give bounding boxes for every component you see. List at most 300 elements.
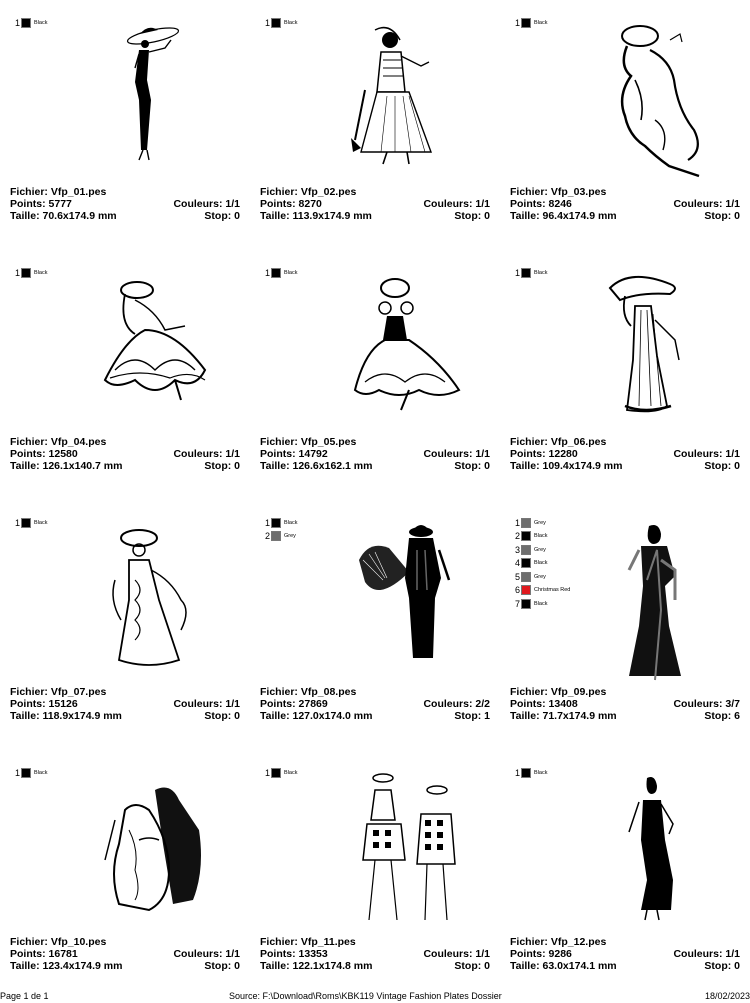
stop-count-value: 0 (484, 460, 490, 472)
thread-color-box (521, 531, 531, 541)
info-row (260, 448, 490, 460)
thread-number: 3 (514, 544, 520, 555)
stitch-count-value: 27869 (298, 698, 328, 710)
design-size-value: 126.6x162.1 mm (292, 460, 373, 472)
stop-count-value: 0 (234, 710, 240, 722)
thread-number: 1 (14, 17, 20, 28)
design-size-label: Taille: (10, 210, 40, 222)
design-size-value: 96.4x174.9 mm (542, 210, 617, 222)
info-row (10, 698, 240, 710)
info-row (10, 710, 240, 722)
color-count-value: 1/1 (225, 448, 240, 460)
color-count-label: Couleurs: (173, 448, 223, 460)
file-name (10, 686, 106, 698)
info-row (260, 198, 490, 210)
design-size-value: 113.9x174.9 mm (292, 210, 372, 222)
file-name-label: Fichier: (510, 936, 548, 948)
thread-swatch (14, 266, 47, 280)
info-row (510, 448, 740, 460)
stitch-count-label: Points: (260, 698, 296, 710)
stitch-count-label: Points: (260, 198, 296, 210)
file-name-value: Vfp_10.pes (50, 936, 107, 948)
file-name-label: Fichier: (510, 686, 548, 698)
thread-number: 1 (514, 767, 520, 778)
thread-swatch (514, 16, 547, 30)
design-size-label: Taille: (510, 210, 540, 222)
design-size-value: 118.9x174.9 mm (42, 710, 122, 722)
stitch-count-label: Points: (10, 448, 46, 460)
design-size-label: Taille: (510, 460, 540, 472)
stop-count (454, 210, 490, 222)
design-size (10, 960, 122, 972)
thread-number: 5 (514, 571, 520, 582)
thread-color-box (521, 585, 531, 595)
thread-name: Black (284, 769, 298, 776)
color-count-label: Couleurs: (173, 948, 223, 960)
thread-color-box (271, 18, 281, 28)
stitch-count-label: Points: (10, 948, 46, 960)
color-count-value: 2/2 (475, 698, 490, 710)
thread-swatch (514, 557, 570, 571)
color-count-value: 1/1 (475, 948, 490, 960)
thread-swatch (14, 766, 47, 780)
file-name-label: Fichier: (260, 436, 298, 448)
thread-swatch (264, 766, 297, 780)
color-count-value: 3/7 (725, 698, 740, 710)
stop-count-label: Stop: (704, 960, 732, 972)
thread-swatch (514, 597, 570, 611)
info-row (510, 698, 740, 710)
thread-number: 1 (264, 267, 270, 278)
thread-name: Black (34, 769, 48, 776)
design-info (260, 436, 490, 472)
info-row (510, 198, 740, 210)
thread-color-box (521, 18, 531, 28)
thread-color-box (21, 768, 31, 778)
design-cell (500, 0, 750, 250)
stitch-count-label: Points: (260, 948, 296, 960)
embroidery-preview (345, 520, 475, 682)
design-size-label: Taille: (510, 710, 540, 722)
design-cell (500, 250, 750, 500)
design-info (510, 186, 740, 222)
thread-swatch (514, 766, 547, 780)
stitch-count-value: 8246 (548, 198, 572, 210)
stop-count (204, 710, 240, 722)
stitch-count-label: Points: (510, 948, 546, 960)
stop-count-value: 0 (734, 460, 740, 472)
design-size (260, 710, 372, 722)
design-info (260, 186, 490, 222)
design-cell (500, 750, 750, 1000)
stitch-count-label: Points: (10, 698, 46, 710)
design-size-label: Taille: (260, 460, 290, 472)
embroidery-preview (345, 270, 475, 432)
design-size-label: Taille: (510, 960, 540, 972)
thread-name: Black (534, 269, 548, 276)
thread-swatch (14, 16, 47, 30)
color-count-label: Couleurs: (673, 698, 723, 710)
thread-color-box (521, 268, 531, 278)
thread-name: Grey (534, 519, 546, 526)
stitch-count-value: 12580 (48, 448, 78, 460)
design-size-value: 122.1x174.8 mm (292, 960, 373, 972)
stop-count-value: 0 (734, 210, 740, 222)
info-row (10, 186, 240, 198)
stop-count-label: Stop: (704, 460, 732, 472)
color-count (173, 448, 240, 460)
design-size (510, 460, 622, 472)
stitch-count-value: 13408 (548, 698, 578, 710)
design-size (10, 710, 122, 722)
design-cell (500, 500, 750, 750)
design-size (260, 460, 372, 472)
stitch-count (10, 448, 78, 460)
file-name-label: Fichier: (10, 186, 48, 198)
stitch-count-value: 9286 (548, 948, 572, 960)
color-count-label: Couleurs: (173, 698, 223, 710)
stop-count-value: 0 (734, 960, 740, 972)
design-info (510, 686, 740, 722)
stop-count-value: 0 (484, 210, 490, 222)
stop-count (454, 460, 490, 472)
color-count (423, 948, 490, 960)
thread-name: Black (534, 560, 548, 567)
thread-color-box (521, 545, 531, 555)
source-path: Source: F:\Download\Roms\KBK119 Vintage Fashion Plates Dossier (229, 991, 502, 1001)
color-count (673, 198, 740, 210)
design-size-label: Taille: (10, 710, 40, 722)
stop-count (204, 210, 240, 222)
file-name-value: Vfp_11.pes (300, 936, 356, 948)
thread-number: 2 (264, 531, 270, 542)
stitch-count (260, 448, 328, 460)
file-name (510, 186, 606, 198)
stitch-count (510, 448, 578, 460)
info-row (10, 198, 240, 210)
embroidery-preview (95, 20, 225, 182)
thread-swatch (14, 516, 47, 530)
design-size-value: 126.1x140.7 mm (42, 460, 123, 472)
thread-palette (14, 516, 47, 530)
thread-number: 1 (14, 517, 20, 528)
color-count-label: Couleurs: (423, 948, 473, 960)
stop-count-label: Stop: (204, 460, 232, 472)
stop-count (454, 960, 490, 972)
thread-name: Black (534, 600, 548, 607)
info-row (510, 436, 740, 448)
file-name (10, 436, 106, 448)
thread-color-box (521, 518, 531, 528)
info-row (260, 436, 490, 448)
stop-count (204, 460, 240, 472)
stitch-count (510, 948, 572, 960)
file-name (260, 936, 356, 948)
thread-number: 1 (264, 517, 270, 528)
design-info (510, 436, 740, 472)
design-info (510, 936, 740, 972)
design-size (510, 710, 617, 722)
thread-name: Black (284, 19, 298, 26)
file-name (260, 186, 356, 198)
info-row (260, 960, 490, 972)
thread-swatch (264, 530, 297, 544)
stop-count-label: Stop: (204, 710, 232, 722)
design-size-label: Taille: (260, 960, 290, 972)
stop-count (704, 960, 740, 972)
color-count-label: Couleurs: (423, 198, 473, 210)
file-name-label: Fichier: (10, 686, 48, 698)
info-row (260, 948, 490, 960)
thread-color-box (21, 268, 31, 278)
thread-color-box (271, 531, 281, 541)
file-name-value: Vfp_08.pes (300, 686, 357, 698)
color-count (673, 698, 740, 710)
design-size-label: Taille: (10, 460, 40, 472)
stop-count (704, 460, 740, 472)
stop-count (704, 710, 740, 722)
embroidery-preview (595, 770, 725, 932)
thread-color-box (271, 268, 281, 278)
design-cell (0, 500, 250, 750)
design-size (10, 210, 117, 222)
info-row (510, 186, 740, 198)
embroidery-preview (95, 770, 225, 932)
info-row (260, 710, 490, 722)
info-row (10, 460, 240, 472)
file-name-value: Vfp_01.pes (50, 186, 107, 198)
color-count-value: 1/1 (725, 448, 740, 460)
info-row (10, 436, 240, 448)
stitch-count (260, 698, 328, 710)
stitch-count-label: Points: (10, 198, 46, 210)
design-cell (0, 250, 250, 500)
info-row (260, 686, 490, 698)
info-row (10, 948, 240, 960)
thread-swatch (514, 543, 570, 557)
thread-name: Christmas Red (534, 587, 571, 594)
design-info (10, 436, 240, 472)
thread-swatch (264, 266, 297, 280)
file-name-value: Vfp_04.pes (50, 436, 107, 448)
design-info (10, 186, 240, 222)
thread-palette (264, 766, 297, 780)
stop-count-value: 0 (234, 460, 240, 472)
thread-name: Black (34, 19, 48, 26)
thread-palette (14, 16, 47, 30)
stop-count-value: 0 (234, 210, 240, 222)
thread-number: 2 (514, 531, 520, 542)
file-name (10, 186, 106, 198)
thread-name: Black (534, 769, 548, 776)
color-count-value: 1/1 (225, 198, 240, 210)
thread-palette (264, 266, 297, 280)
file-name-value: Vfp_06.pes (550, 436, 607, 448)
thread-color-box (521, 558, 531, 568)
color-count (173, 948, 240, 960)
color-count (173, 698, 240, 710)
stop-count (454, 710, 490, 722)
color-count-value: 1/1 (225, 698, 240, 710)
file-name-label: Fichier: (10, 936, 48, 948)
file-name-label: Fichier: (260, 936, 298, 948)
thread-swatch (514, 570, 570, 584)
stitch-count-value: 5777 (48, 198, 72, 210)
stop-count-label: Stop: (204, 960, 232, 972)
file-name-value: Vfp_07.pes (50, 686, 107, 698)
stitch-count-value: 16781 (48, 948, 78, 960)
file-name-value: Vfp_02.pes (300, 186, 357, 198)
thread-name: Grey (534, 546, 546, 553)
file-name (510, 936, 606, 948)
design-info (10, 936, 240, 972)
color-count-value: 1/1 (725, 948, 740, 960)
thread-color-box (21, 18, 31, 28)
stop-count-label: Stop: (454, 460, 482, 472)
file-name-label: Fichier: (260, 186, 298, 198)
color-count-value: 1/1 (225, 948, 240, 960)
design-size-label: Taille: (260, 710, 290, 722)
design-size (510, 960, 617, 972)
embroidery-preview (345, 770, 475, 932)
stop-count (704, 210, 740, 222)
design-cell (250, 250, 500, 500)
design-size-value: 63.0x174.1 mm (542, 960, 617, 972)
thread-swatch (514, 516, 570, 530)
file-name (260, 686, 356, 698)
thread-palette (14, 266, 47, 280)
stop-count-value: 0 (234, 960, 240, 972)
stitch-count (10, 698, 78, 710)
color-count-label: Couleurs: (673, 448, 723, 460)
design-size-value: 71.7x174.9 mm (542, 710, 617, 722)
thread-name: Black (34, 519, 48, 526)
thread-palette (14, 766, 47, 780)
info-row (10, 686, 240, 698)
stop-count-label: Stop: (454, 710, 482, 722)
file-name-value: Vfp_05.pes (300, 436, 357, 448)
design-size-value: 127.0x174.0 mm (292, 710, 373, 722)
thread-number: 1 (514, 17, 520, 28)
stitch-count-value: 13353 (298, 948, 328, 960)
info-row (510, 686, 740, 698)
color-count-label: Couleurs: (673, 948, 723, 960)
design-size-value: 109.4x174.9 mm (542, 460, 623, 472)
page-footer (0, 988, 750, 1003)
embroidery-preview (95, 270, 225, 432)
stitch-count-label: Points: (510, 198, 546, 210)
color-count (173, 198, 240, 210)
thread-number: 1 (514, 517, 520, 528)
thread-name: Black (534, 533, 548, 540)
embroidery-preview (595, 20, 725, 182)
stitch-count-value: 14792 (298, 448, 328, 460)
embroidery-preview (595, 520, 725, 682)
thread-number: 6 (514, 585, 520, 596)
stop-count-value: 6 (734, 710, 740, 722)
file-name (10, 936, 106, 948)
stop-count-label: Stop: (454, 960, 482, 972)
info-row (510, 936, 740, 948)
file-name-label: Fichier: (10, 436, 48, 448)
design-size-label: Taille: (260, 210, 290, 222)
color-count-value: 1/1 (725, 198, 740, 210)
color-count (673, 948, 740, 960)
thread-palette (514, 266, 547, 280)
stitch-count-value: 8270 (298, 198, 322, 210)
color-count (423, 198, 490, 210)
thread-color-box (521, 572, 531, 582)
design-size (510, 210, 617, 222)
thread-number: 7 (514, 598, 520, 609)
file-name-value: Vfp_12.pes (550, 936, 607, 948)
thread-palette (264, 16, 297, 30)
stop-count-label: Stop: (704, 210, 732, 222)
thread-color-box (521, 768, 531, 778)
color-count (423, 448, 490, 460)
thread-number: 1 (514, 267, 520, 278)
info-row (260, 186, 490, 198)
thread-palette (514, 516, 570, 611)
stitch-count-value: 12280 (548, 448, 578, 460)
color-count-label: Couleurs: (673, 198, 723, 210)
info-row (510, 948, 740, 960)
thread-number: 1 (264, 767, 270, 778)
file-name (510, 436, 606, 448)
stop-count-label: Stop: (704, 710, 732, 722)
file-name (260, 436, 356, 448)
embroidery-preview (595, 270, 725, 432)
thread-swatch (514, 584, 570, 598)
page-number: Page 1 de 1 (0, 991, 49, 1001)
info-row (260, 698, 490, 710)
thread-number: 4 (514, 558, 520, 569)
design-cell (250, 500, 500, 750)
design-cell (250, 750, 500, 1000)
info-row (510, 710, 740, 722)
stop-count-label: Stop: (204, 210, 232, 222)
file-name-label: Fichier: (510, 436, 548, 448)
design-size-label: Taille: (10, 960, 40, 972)
design-info (10, 686, 240, 722)
design-cell (0, 0, 250, 250)
stitch-count-label: Points: (260, 448, 296, 460)
stop-count (204, 960, 240, 972)
stitch-count (10, 198, 72, 210)
color-count-label: Couleurs: (423, 698, 473, 710)
info-row (260, 210, 490, 222)
stitch-count (510, 698, 578, 710)
stop-count-label: Stop: (454, 210, 482, 222)
stitch-count (260, 198, 322, 210)
file-name (510, 686, 606, 698)
design-info (260, 936, 490, 972)
stitch-count (260, 948, 328, 960)
color-count (673, 448, 740, 460)
thread-color-box (521, 599, 531, 609)
design-size-value: 123.4x174.9 mm (42, 960, 123, 972)
color-count-value: 1/1 (475, 448, 490, 460)
thread-swatch (264, 16, 297, 30)
info-row (10, 448, 240, 460)
info-row (10, 210, 240, 222)
thread-name: Black (534, 19, 548, 26)
design-size-value: 70.6x174.9 mm (42, 210, 117, 222)
thread-swatch (264, 516, 297, 530)
print-date: 18/02/2023 (704, 991, 750, 1001)
stop-count-value: 0 (484, 960, 490, 972)
info-row (260, 936, 490, 948)
